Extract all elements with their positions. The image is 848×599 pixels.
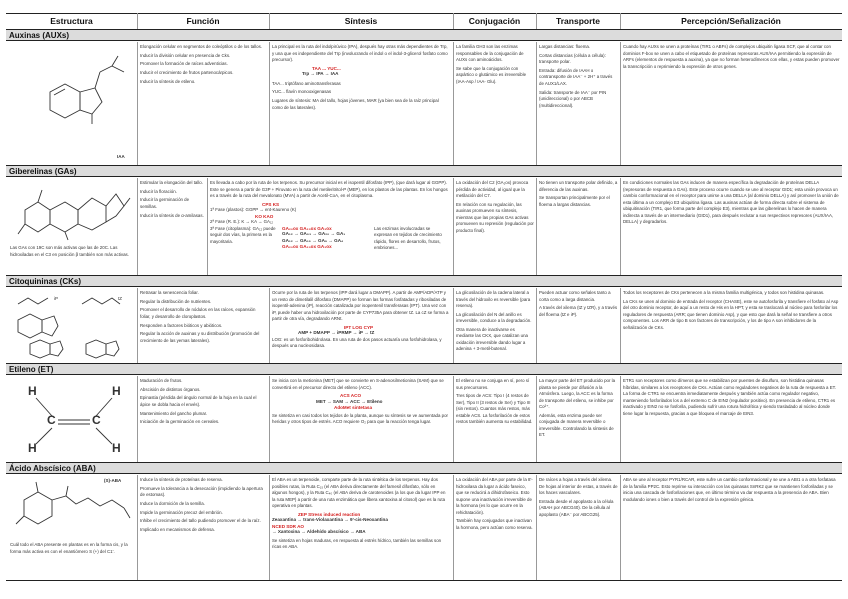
aba-funcion-cell	[140, 477, 266, 579]
aba-struct-text: Cuál todo el ABA presente en plantas es en la forma cis, y la forma más activa es con el enantiómero S (+) del C1'.	[10, 542, 128, 554]
iaa-side-chain	[95, 72, 100, 88]
iaa-label: IAA	[117, 154, 125, 159]
aba-methyl	[36, 482, 38, 492]
aba-carboxyl	[124, 508, 130, 518]
ip-label: iP	[54, 296, 59, 301]
aba-cyclohexenone-ring	[24, 492, 52, 524]
list-item: Entrada desde el apoplasto a la célula (ABAH por ABCG40). De la célula al apoplasto (ABA⁻ por ABCG25).	[539, 498, 614, 517]
aux-conjugacion-cell	[456, 44, 534, 164]
list-item: De raíces a hojas a través del xilema. De hojas al interior de estas, a través de los haces vasculares.	[539, 477, 618, 495]
list-item: Inducir la síntesis de α-amilasas.	[140, 212, 204, 218]
col-sep	[453, 288, 454, 363]
col-sep	[620, 42, 621, 165]
hydrogen-atom-label: H	[28, 442, 37, 454]
sintesis-text: Lugares de síntesis: MA del tallo, hojas jóvenes, MAR (ya bien sea de la raíz principal como de las laterales).	[272, 98, 439, 110]
ga-ring-d	[106, 194, 124, 222]
hydrogen-atom-label: H	[112, 442, 121, 454]
header-sintesis: Síntesis	[344, 16, 378, 26]
col-sep	[137, 376, 138, 462]
phase-3: 3ª Fase (citoplasma): GA₁₂ puede seguir dos vías, la primera es la mayoritaria.	[210, 225, 276, 244]
col-sep	[620, 376, 621, 462]
carbon-atom-label: C	[92, 414, 101, 426]
col-sep	[269, 42, 270, 165]
list-item: Largas distancias: floema.	[539, 44, 591, 49]
col-sep	[453, 376, 454, 462]
col-sep	[453, 13, 454, 29]
list-item: En relación con su regulación, las auxinas promueven su síntesis, mientras que las propias GAs activas promueven su represión (regulación por producto final).	[456, 201, 534, 233]
list-item: Induce la dormición de la semilla.	[140, 500, 205, 506]
eti-funcion-cell	[140, 378, 266, 461]
cit-funcion-cell	[140, 290, 266, 362]
col-sep	[620, 288, 621, 363]
gib-transporte-cell	[539, 180, 618, 274]
list-item: Inducir la floración.	[140, 188, 177, 194]
gib-funcion-cell	[140, 180, 205, 274]
enzyme-labels: KO KAO	[255, 213, 274, 219]
ethylene-ch-bond	[36, 428, 52, 444]
cit-percepcion-cell	[623, 290, 840, 362]
aux-percepcion-cell	[623, 44, 840, 164]
eti-conjugacion-cell	[456, 378, 534, 461]
list-item: Estimular la elongación del tallo.	[140, 180, 203, 185]
reaction-equation: AMP + DMAPP → iPRMP → iP → tZ	[298, 330, 375, 336]
sintesis-text: LOG: es un fosforibohidrolasa. En una ruta de dos pasos actuaría una fosfohidrolasa, y después una nucleosidasa.	[272, 336, 442, 349]
aba-conjugacion-cell	[456, 477, 534, 579]
aba-carbonyl	[16, 516, 24, 524]
col-sep	[137, 288, 138, 363]
enzyme-labels: GA₂₀ox GA₂₀ox GA₃ox	[282, 244, 332, 250]
list-item: Inducir la síntesis de etileno.	[140, 78, 196, 84]
table-bottom-rule	[6, 580, 842, 581]
col-sep	[536, 13, 537, 29]
list-item: Regular la acción de auxinas y su distribución (promoción del crecimiento de las yemas laterales).	[140, 331, 260, 343]
sintesis-text: Se sintetiza en casi todos los tejidos de la planta, aunque su síntesis se ve aumentada por heridas y otros tipos de estrés. ACO requiere O₂ para que la reacción tenga lugar.	[272, 412, 448, 425]
list-item: Retrasar la senescencia foliar.	[140, 290, 199, 295]
percepcion-text: La CKs se unen al dominio de entrada del receptor (CHASE), este se autofosforila y transfiere el fosfato al Asp del otro dominio receptor, de aquí a un resto de His en la HPT, y esta se traslocará al núcleo para fosforilar los reguladores de respuesta (ARR; que tienen dominio Asp), y que esto que dará la señal se transfiere a otros componentes. Los ARR de tipo B son factores de transcripción, y los de tipo A son inhibidores de la señalización de CKs.	[623, 298, 839, 330]
list-item: La oxidación del ABA por parte de la 8'-hidroxilasa da lugar a ácido faseico, que se reducirá a dihidrofaseico. Esto supone una inactivación irreversible de la hormona (es lo que ocurre en la rehidratación).	[456, 477, 533, 515]
col-sep	[137, 42, 138, 165]
gib-conjugacion-cell	[456, 180, 534, 274]
phase-3-equations	[282, 226, 370, 252]
list-item: Mantenimiento del gancho plumar.	[140, 410, 208, 416]
gib-percepcion-cell	[623, 180, 840, 274]
tz-side-chain	[82, 298, 120, 304]
col-sep	[137, 475, 138, 580]
list-item: Cortas distancias (célula a célula): transporte polar.	[539, 52, 606, 65]
col-sep	[137, 178, 138, 275]
enzyme-labels: NCED SDR AO	[272, 523, 304, 529]
aba-sintesis-cell	[272, 477, 450, 579]
list-item: Inducir el crecimiento de frutos partenocárpicos.	[140, 70, 234, 76]
list-item: Pueden actuar como señales tanto a corta como a larga distancia.	[539, 290, 611, 302]
col-sep	[269, 376, 270, 462]
aba-transporte-cell	[539, 477, 618, 579]
list-item: Epinastia (pérdida del ángulo normal de la hoja en la cual el ápice se dobla hacia el envés).	[140, 395, 257, 407]
section-title-aba: Ácido Abscísico (ABA)	[9, 464, 96, 473]
enzyme-labels: AdoMet sintetasa	[334, 405, 373, 411]
section-band-aba	[6, 462, 842, 474]
eti-transporte-cell	[539, 378, 618, 461]
tz-label: tZ	[118, 296, 122, 301]
col-sep	[269, 288, 270, 363]
col-sep	[453, 42, 454, 165]
reaction-equation: Zeaxantina → trans-Violaxantina → 9'-cis-Neoxantina	[272, 517, 388, 523]
list-item: Se sabe que la conjugación con aspártico o glutámico es irreversible (IAA-Asp / IAA- Glu).	[456, 65, 527, 84]
list-item: Regular la distribución de nutrientes.	[140, 298, 212, 304]
aux-sintesis-cell	[272, 44, 450, 164]
col-sep	[453, 475, 454, 580]
ga-hydroxyl	[18, 224, 25, 234]
col-sep	[269, 475, 270, 580]
col-sep	[536, 475, 537, 580]
col-sep	[536, 42, 537, 165]
ga-carboxyl	[65, 232, 68, 240]
ck-purine-ring	[30, 340, 50, 358]
col-sep	[620, 13, 621, 29]
ck-imidazole-ring	[106, 341, 119, 356]
phase-2: 2ª Fase (R. E.): K → KA → GA₁₂	[210, 219, 274, 225]
iaa-pyrrole-ring	[80, 88, 102, 114]
list-item: Implicado en mecanismos de defensa.	[140, 526, 215, 532]
list-item: La glicosilación del N del anillo es irreversible, conduce a la degradación.	[456, 311, 532, 324]
enzyme-labels: ACS ACO	[340, 393, 362, 399]
col-sep	[620, 178, 621, 275]
sintesis-text: TAA... triptófano aminotransferasas	[272, 80, 341, 86]
carbon-atom-label: C	[47, 414, 56, 426]
enzyme-labels: TAA ... YUC...	[312, 65, 341, 71]
iaa-double-bond	[54, 89, 65, 95]
eti-percepcion-cell	[623, 378, 840, 461]
ck-structures	[10, 290, 135, 362]
reaction-equation: Trp → IPA → IAA	[302, 71, 339, 77]
ip-side-chain	[18, 298, 48, 304]
list-item: A través del xilema (tZ y tZR), y a través del floema (tZ e iP).	[539, 305, 618, 317]
list-item: Promover el desarrollo de nódulos en las raíces, expansión foliar, y desarrollo de cloroplastos.	[140, 307, 256, 319]
ga-methylene	[124, 198, 130, 206]
ga-struct-text: Las GAs con 19C son más activas que las de 20C. Las hidroxiladas en el C3 en posición β también son más activas.	[10, 245, 129, 257]
gib-sintesis-cell	[210, 180, 450, 274]
section-band-giberelinas	[6, 165, 842, 177]
ga-ring-b	[50, 202, 78, 232]
header-percepcion: Percepción/Señalización	[681, 16, 781, 26]
col-sep	[620, 475, 621, 580]
list-item: Promover la formación de raíces adventicias.	[140, 61, 228, 67]
section-title-giberelinas: Giberelinas (GAs)	[9, 167, 77, 176]
phase-1: 1ª Fase (plastos): GGPP → ent-Kaureno (K)	[210, 207, 297, 213]
percepcion-text: ETR1 son receptores como dímeros que se estabilizan por puentes de disulfuro, son histidina quinasas híbridas, similares a los receptores de CKs. Actúan como reguladores negativos de la ruta de respuesta a ET. La forma de CTR1 se encuentra inmediatamente después y también actúa como regulador negativo, manteniendo fosforilados los a del extremo C de EIN2 (regulador positivo). En presencia de etileno, CTR1 es inactivado y EIN2 no se fosforila, pudiendo sufrir una rotura hidrolítica y siendo trasladado al núcleo donde tiene lugar la respuesta, gracias a que bloquea el marcaje de EIN3.	[623, 378, 837, 416]
cit-sintesis-cell	[272, 290, 450, 362]
list-item: Responden a factores bióticos y abióticos.	[140, 322, 223, 328]
aba-percepcion-cell	[623, 477, 840, 579]
list-item: Además, esta enzima puede ser conjugada de manera reversible o irreversible. Controlando la síntesis de ET.	[539, 412, 614, 438]
col-sep	[453, 178, 454, 275]
col-sep	[536, 288, 537, 363]
sintesis-text: YUC... flavín monooxigenasas	[272, 89, 332, 95]
list-item: Se transportan principalmente por el floema a largas distancias.	[539, 195, 610, 207]
list-item: La familia GH3 son las enzimas responsables de la conjugación de AUXs con aminoácidos.	[456, 44, 524, 62]
sintesis-text: Se inicia con la metionina (MET) que se convierte en S-adenosilmetionina (SAM) que se convertirá en el precursor directo del etileno (ACC).	[272, 378, 444, 390]
percepcion-text: En condiciones normales las GAs inducen de manera específica la degradación de proteínas DELLA (represoras de respuesta a GAs). Este proceso ocurre cuando se une al receptor GID1; esta unión provoca un cambio conformacional en el receptor para unirse a una DELLA (al dominio DELLA) y así promover la unión de esta última a un complejo E3 ubiquitina ligasa. Las auxinas actúan de forma directa sobre el sistema de ubiquitinación (TIR1, que forma parte del complejo E3), mientras que las giberelinas lo hacen de manera indirecta a través de un intermediario (GID1), para después reclutar a sus respectivos represores (AUX/IAA, DELLA) y degradarlos.	[623, 180, 839, 224]
iaa-carbonyl	[112, 56, 118, 66]
sintesis-text: Se sintetiza en hojas maduras, en respuesta al estrés hídrico, también las semillas son ricas en ABA.	[272, 537, 442, 550]
col-sep	[269, 13, 270, 29]
list-item: Abscisión de distintos órganos.	[140, 386, 201, 392]
section-band-citoquininas	[6, 275, 842, 287]
list-item: La mayor parte del ET producido por la planta se pierde por difusión a la Atmósfera. Luego, la ACC es la forma de transporte del etileno, se inhibe por Co²⁺.	[539, 378, 616, 409]
ga-ring-c	[78, 198, 106, 230]
cit-conjugacion-cell	[456, 290, 534, 362]
sintesis-text: La principal es la ruta del indolpirúvico (IPA), después hay otras más dependientes de Trp, y una que es independiente del Trp (involucrando el indol o el indol-3-glicerol fosfato como precursor).	[272, 44, 448, 62]
col-sep	[536, 178, 537, 275]
section-title-citoquininas: Citoquininas (CKs)	[9, 277, 81, 286]
hydrogen-atom-label: H	[112, 385, 121, 397]
section-band-auxinas	[6, 29, 842, 41]
list-item: No tienen un transporte polar definido, a diferencia de las auxinas.	[539, 180, 618, 192]
enzyme-labels: ZEP Stress induced reaction	[298, 511, 361, 517]
aba-label: (S)-ABA	[104, 478, 122, 483]
header-estructura: Estructura	[50, 16, 93, 26]
table-top-rule	[6, 13, 842, 14]
list-item: Iniciación de la germinación en cereales.	[140, 419, 220, 425]
list-item: El etileno no se conjuga en sí, pero sí sus precursores.	[456, 378, 530, 390]
aba-side-chain	[52, 496, 124, 508]
header-funcion: Función	[186, 16, 220, 26]
list-item: Induce la síntesis de proteínas de reserva.	[140, 477, 223, 482]
sintesis-text: Es llevada a cabo por la ruta de los terpenos. Su precursor inicial es el isopentil difosfato (IPP), (que dará lugar al GGPP). Este se genera a partir de G3P + Piruvato en la ruta del metileritritol-P (MEP), en los plastos de las plantas. En los hongos es a través de la ruta del mevalonato (MVA) a partir de Acetil-CoA, en el citoplasma.	[210, 180, 448, 198]
phase-3-block	[210, 226, 450, 252]
ga-ring-a	[25, 202, 50, 232]
list-item: Inducir la germinación de semillas.	[140, 197, 190, 209]
section-band-etileno	[6, 363, 842, 375]
ga-lactone	[38, 190, 42, 202]
enzyme-labels: IPT LOG CYP	[344, 324, 374, 330]
percepcion-text: ABA se une al receptor PYR1/RCAR, este sufre un cambio conformacional y se une a ABI1 o a otra fosfatasa de la familia PP2C. Esto reprime su interacción con las quinasas SnRK2 que se mantienen fosforiladas y se inicia una cascada de fosforilaciones que, en último término va dar respuesta a la presencia de ABA. Bien modulando iones o bien a través del control de la expresión génica.	[623, 477, 836, 502]
list-item: Inducir la división celular en presencia de Cks.	[140, 52, 231, 58]
list-item: Promueve la tolerancia a la desecación (impidiendo la apertura de estomas).	[140, 485, 263, 498]
list-item: Maduración de frutos.	[140, 378, 183, 383]
eti-sintesis-cell	[272, 378, 450, 461]
list-item: También hay conjugados que inactivan la hormona, pero actúan como reserva.	[456, 518, 533, 530]
cit-transporte-cell	[539, 290, 618, 362]
col-sep	[207, 178, 208, 275]
list-item: Inhibe el crecimiento del tallo pudiendo promover el de la raíz.	[140, 518, 261, 524]
header-conjugacion: Conjugación	[468, 16, 521, 26]
iaa-side-chain	[100, 66, 112, 72]
section-title-auxinas: Auxinas (AUXs)	[9, 31, 70, 40]
list-item: Entrada: difusión de IAAH o contransporte de IAA⁻ + 2H⁺ a través de AUX1/LAX.	[539, 67, 613, 86]
ip-purine-ring	[18, 314, 42, 338]
iaa-hydroxyl	[112, 66, 124, 72]
sintesis-side-note: Las enzimas involucradas se expresan en tejidos de crecimiento rápido, flores en desarrollo, frutos, embriones...	[374, 225, 442, 251]
col-sep	[536, 376, 537, 462]
section-title-etileno: Etileno (ET)	[9, 365, 54, 374]
sintesis-text: El ABA es un terpenoide, comparte parte de la ruta sintética de los terpenos. Hay dos posibles rutas, la Ruta C₁₅ (el ABA deriva directamente del farnesil difosfato, sólo en algunos hongos), y la Ruta C₄₀ (el ABA deriva de carotenoides (a los que da lugar IPP en la ruta MEP) a partir de una ruta enzimática que libera xantoxina al citosol) que es la ruta operativa en plantas.	[272, 477, 446, 508]
enzyme-labels: GA₂₀ox GA₂₀ox GA₃ox	[282, 225, 332, 231]
header-transporte: Transporte	[556, 16, 600, 26]
reaction-equation: MET → SAM → ACC → Etileno	[316, 398, 383, 404]
list-item: Otra manera de inactivarse es mediante las CKX, que catalizan una oxidación irreversible dando lugar a adenina + 3-metil-butenal.	[456, 326, 529, 352]
ck-imidazole-ring	[50, 341, 63, 356]
ga-structure	[10, 180, 135, 240]
list-item: La oxidación del C2 (GA₂ox) provoca pérdida de actividad, al igual que la metilación del C7.	[456, 180, 529, 198]
percepcion-text: Cuando hay AUXs se unen a proteínas (TIR1 o ABFs) de complejos ubiquitin ligasa SCF, que al contar con dominios F-box se unen a cabo el etiquetado de proteínas represoras AUX/IAA permitiendo la expresión de ARFs (elementos de respuesta a auxina), ya que no forman heterodímeros con ellas, y estas pueden promover la transcripción o reprimiendo la expresión de otros genes.	[623, 44, 840, 69]
enzyme-labels: CPS KS	[262, 201, 280, 207]
aux-transporte-cell	[539, 44, 618, 164]
reaction-equation: → Xantoxina → Aldehído abscísico → ABA	[272, 529, 366, 535]
ethylene-ch-bond	[96, 428, 112, 444]
hydrogen-atom-label: H	[28, 385, 37, 397]
iaa-structure	[20, 52, 130, 162]
list-item: Elongación celular en segmentos de coleóptilos o de los tallos.	[140, 44, 263, 49]
aux-funcion-cell	[140, 44, 266, 164]
aba-structure	[10, 478, 135, 538]
list-item: Impide la germinación precoz del embrión.	[140, 509, 223, 515]
ck-purine-ring	[86, 340, 106, 358]
list-item: Salida: transporte de IAA⁻ por PIN (unidireccional) o por ABCB (multidireccional).	[539, 89, 607, 108]
col-sep	[137, 13, 138, 29]
sintesis-text: Ocurre por la ruta de los terpenos (IPP dará lugar a DMAPP). A partir de AMP/ADP/ATP y un resto de dimetilalil difosfato (DMAPP) se forman las formas fosfatadas y ribosiladas de isopentil-adenina (iP), reacción catalizada por isopentenil transferasas (IPT). Una vez con iP, puede haber una hidroxilación por parte de CYP735A para obtener tZ. La cZ se forma a partir de otra vía, degradando ARNt.	[272, 290, 449, 321]
ip-imidazole-ring	[42, 316, 58, 336]
list-item: La glicosilación de la cadena lateral a través del hidroxilo es reversible (para reserva).	[456, 290, 531, 308]
percepcion-text: Todos los receptores de CKs pertenecen a la misma familia multigénica, y todos son histidina quinasas.	[623, 290, 825, 295]
list-item: Tres tipos de ACS: Tipo I (4 restos de Ser), Tipo II (3 restos de Ser) y Tipo III (sin restos). Cuantos más restos, más estable ACS. La fosforilación de estos restos también aumenta su estabilidad.	[456, 393, 533, 425]
reaction-equation: GA₁₂ → GA₁₅ → GA₉ → GA₄	[282, 237, 344, 243]
reaction-equation: GA₁₂ → GA₅₃ → GA₂₀ → GA₁	[282, 231, 346, 237]
aba-methyl	[66, 486, 68, 496]
